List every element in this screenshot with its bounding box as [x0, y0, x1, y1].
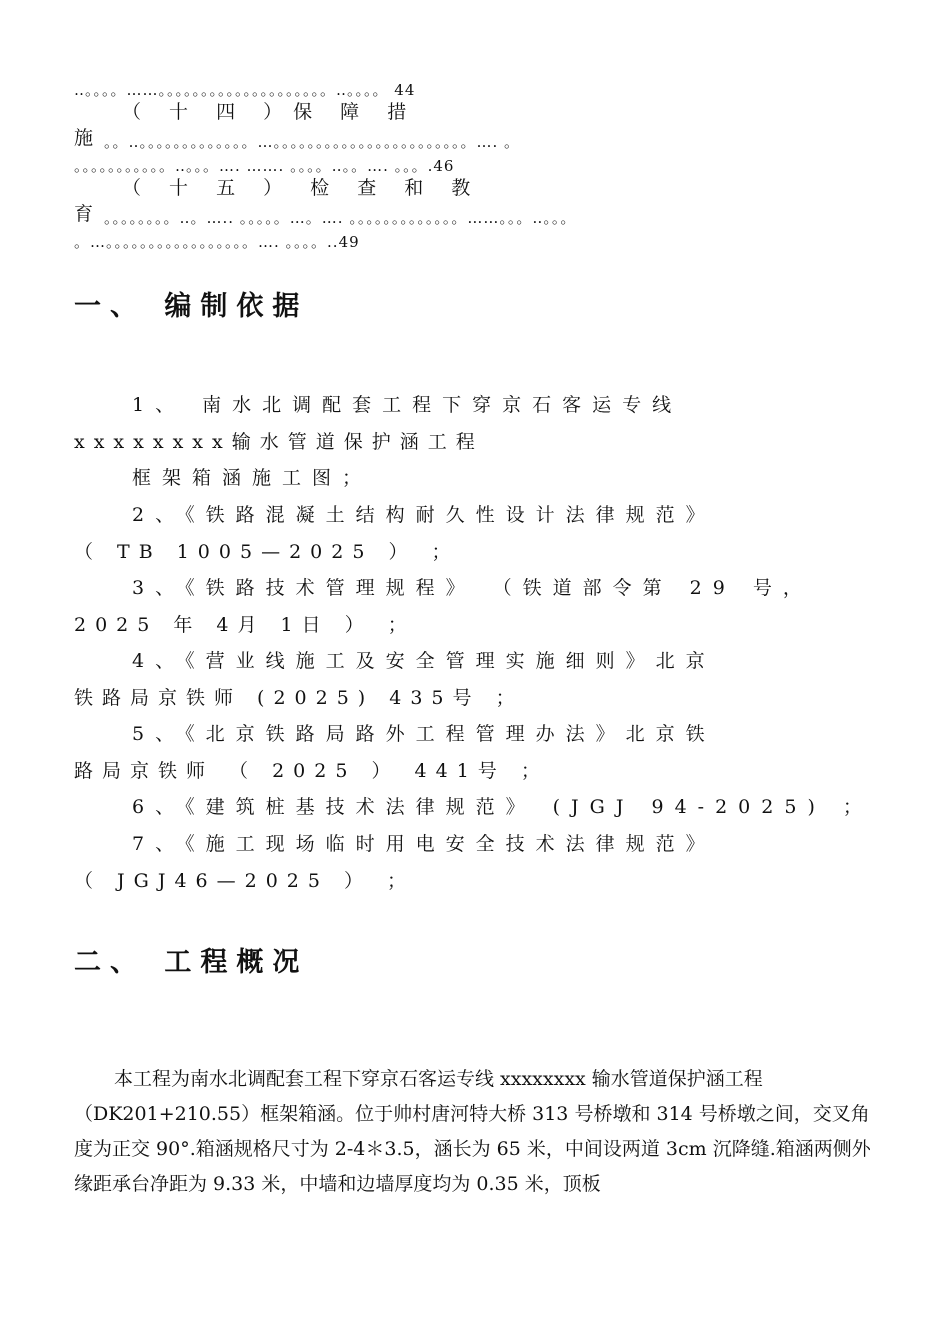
section-2-body — [74, 1062, 884, 1202]
list-item-3-line-2: 2025 年 4月 1日 ） ； — [74, 614, 416, 636]
section-2-paragraph: 本工程为南水北调配套工程下穿京石客运专线 xxxxxxxx 输水管道保护涵工程（DK201+210.55）框架箱涵。位于帅村唐河特大桥 313 号桥墩和 314 号桥墩之间，交叉角度为正交 90°.箱涵规格尺寸为 2-4＊3.5，涵长为 65 米，中间设两道 3cm 沉降缝.箱涵两侧外缘距承台净距为 9.33 米，中墙和边墙厚度均为 0.35 米，顶板 — [74, 1068, 871, 1195]
list-item-1-line-1: 1、 南水北调配套工程下穿京石客运专线 — [132, 394, 683, 416]
section-2-heading: 二、 工程概况 — [74, 947, 309, 978]
list-item-1-line-2: xxxxxxxx输水管道保护涵工程 — [74, 431, 484, 453]
toc-item-14-page: 。。。。。。。。。。。‥。。。…. ……. 。。。。‥。。…. 。。。.46 — [74, 157, 455, 175]
list-item-4-line-2: 铁路局京铁师 (2025) 435号 ； — [74, 687, 524, 709]
list-item-4-line-1: 4、《营业线施工及安全管理实施细则》北京 — [132, 650, 716, 672]
list-item-3-line-1: 3、《铁路技术管理规程》 （铁道部令第 29 号， — [132, 577, 813, 599]
toc-item-15-title: （ 十 五 ） 检 查 和 教 — [122, 177, 482, 199]
list-item-5-line-1: 5、《北京铁路局路外工程管理办法》北京铁 — [132, 723, 716, 745]
toc-item-15-leader: 。。。。。。。。‥。….. 。。。。。…。…. 。。。。。。。。。。。。。……。。。‥。。。 — [104, 209, 577, 227]
list-item-6-line-1: 6、《建筑桩基技术法律规范》 (JGJ 94-2025) ； — [132, 796, 873, 818]
list-item-7-line-1: 7、《施工现场临时用电安全技术法律规范》 — [132, 833, 716, 855]
toc-item-14-title: （ 十 四 ）保 障 措 — [122, 101, 418, 123]
toc-item-14-first: 施 — [74, 127, 94, 149]
toc-item-15-page: 。…。。。。。。。。。。。。。。。。。…. 。。。。..49 — [74, 233, 360, 251]
toc-item-15-first: 育 — [74, 203, 94, 225]
section-1-heading: 一、 编制依据 — [74, 291, 309, 322]
toc-line-1: ‥。。。。……。。。。。。。。。。。。。。。。。。。。‥。。。。 44 — [74, 81, 416, 99]
list-item-5-line-2: 路局京铁师 （ 2025 ） 441号 ； — [74, 760, 549, 782]
toc-item-14-leader: 。。‥。。。。。。。。。。。。。…。。。。。。。。。。。。。。。。。。。。。。。…. 。 — [104, 133, 521, 151]
list-item-2-line-1: 2、《铁路混凝土结构耐久性设计法律规范》 — [132, 504, 716, 526]
list-item-1-line-3: 框架箱涵施工图； — [132, 467, 373, 489]
list-item-2-line-2: （ TB 1005—2025 ） ； — [74, 541, 460, 563]
list-item-7-line-2: （ JGJ46—2025 ） ； — [74, 870, 416, 892]
